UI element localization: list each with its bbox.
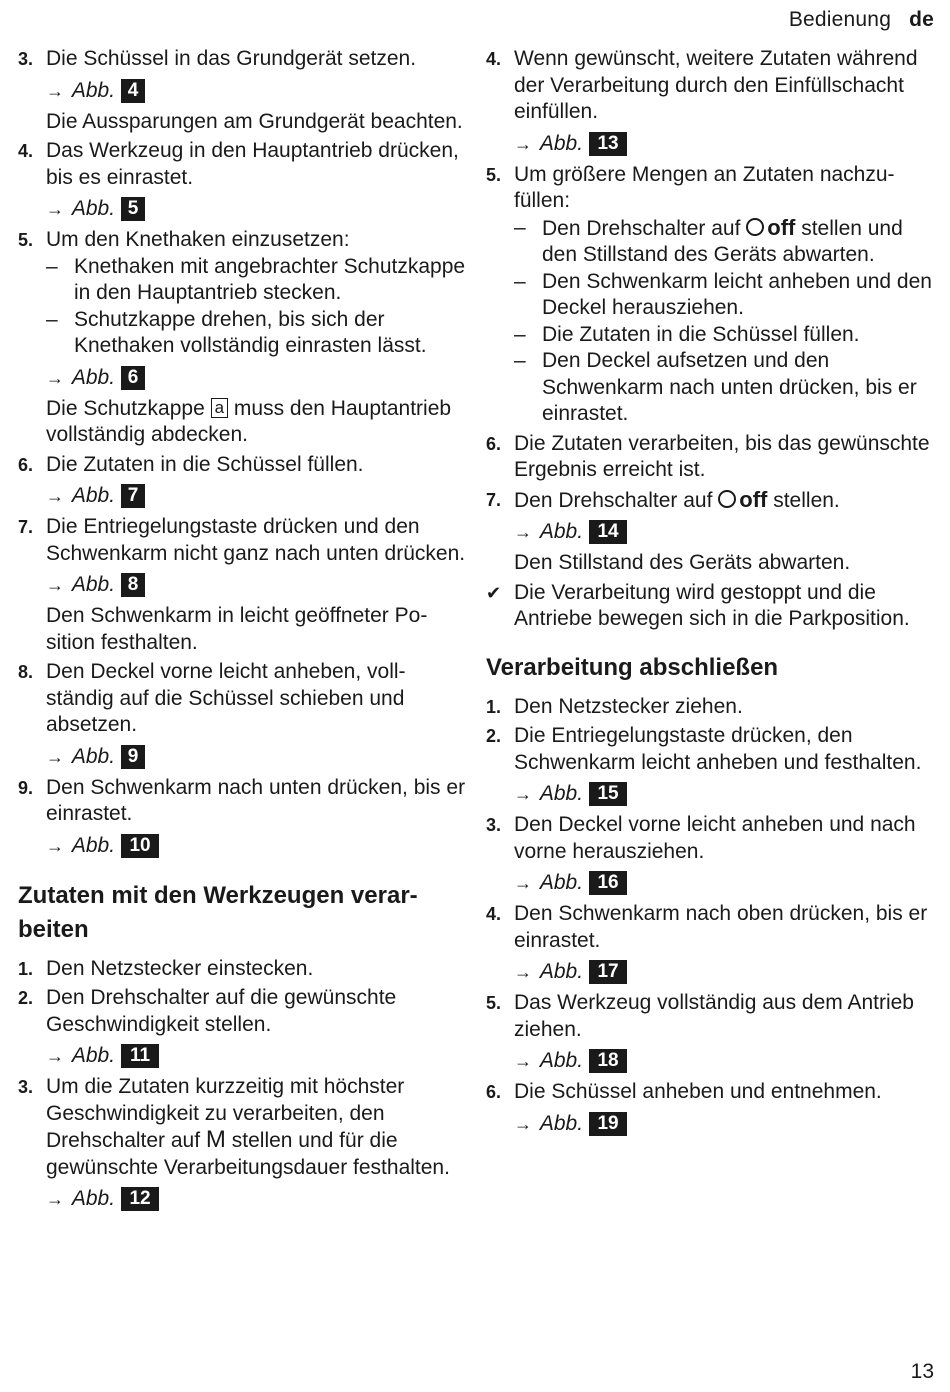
figure-reference bbox=[46, 481, 466, 511]
step-number: 6. bbox=[18, 454, 34, 475]
step-number: 9. bbox=[18, 777, 34, 798]
step-text-part: Um die Zutaten kurzzeitig mit höchster Geschwindigkeit zu verarbeiten, den Drehschalter auf bbox=[46, 1075, 405, 1152]
step-number: 5. bbox=[486, 993, 502, 1013]
figure-label: Abb. bbox=[539, 960, 584, 983]
right-column bbox=[486, 46, 934, 1142]
sub-step bbox=[514, 322, 934, 349]
figure-number-badge: 8 bbox=[121, 573, 145, 597]
step-text-part: Den Drehschalter auf bbox=[514, 488, 713, 512]
step-note-part: muss den Hauptantrieb vollständig abdecken. bbox=[46, 396, 452, 446]
figure-label: Abb. bbox=[539, 1111, 584, 1135]
step-item bbox=[486, 431, 934, 484]
step-text: Den Netzstecker einstecken. bbox=[46, 956, 314, 980]
figure-label: Abb. bbox=[539, 520, 584, 543]
figure-number-badge: 15 bbox=[589, 782, 627, 806]
figure-reference bbox=[46, 831, 466, 861]
arrow-icon: → bbox=[46, 367, 64, 388]
arrow-icon: → bbox=[514, 873, 532, 893]
figure-reference bbox=[514, 1046, 934, 1076]
step-text bbox=[514, 487, 934, 515]
arrow-icon: → bbox=[46, 575, 64, 595]
step-text: Den Netzstecker ziehen. bbox=[514, 694, 743, 718]
figure-label: Abb. bbox=[539, 1049, 584, 1072]
step-number: 6. bbox=[486, 433, 502, 454]
figure-label: Abb. bbox=[539, 131, 584, 155]
sub-step-text: Knethaken mit angebrachter Schutzkappe in den Hauptantrieb stecken. bbox=[74, 254, 466, 304]
step-text: Den Schwenkarm nach unten drücken, bis er einrastet. bbox=[46, 775, 466, 825]
step-text: Den Deckel vorne leicht anheben, vollständig auf die Schüssel schieben und absetzen. bbox=[46, 660, 406, 736]
figure-label: Abb. bbox=[71, 365, 116, 389]
step-item bbox=[486, 901, 934, 987]
figure-label: Abb. bbox=[71, 833, 116, 857]
step-note: Die Aussparungen am Grundgerät beachten. bbox=[46, 109, 463, 133]
figure-reference bbox=[514, 129, 934, 159]
sub-step-text: Den Deckel aufsetzen und den Schwenkarm nach unten drücken, bis er einrastet. bbox=[542, 349, 917, 425]
step-number: 3. bbox=[486, 815, 502, 835]
step-number: 4. bbox=[18, 141, 34, 161]
figure-reference bbox=[46, 363, 466, 393]
figure-number-badge: 6 bbox=[121, 366, 145, 390]
step-number: 7. bbox=[486, 489, 502, 510]
step-number: 2. bbox=[18, 988, 34, 1008]
step-number: 5. bbox=[18, 230, 34, 250]
step-note: Den Schwenkarm in leicht geöffneter Position festhalten. bbox=[46, 604, 428, 654]
left-column bbox=[18, 46, 466, 1217]
arrow-icon: → bbox=[46, 486, 64, 506]
figure-label: Abb. bbox=[71, 1187, 116, 1210]
step-text-part: stellen und für die gewünschte Verarbeitungsdauer festhalten. bbox=[46, 1129, 450, 1179]
figure-number-badge: 11 bbox=[121, 1044, 159, 1068]
sub-step-text: Schutzkappe drehen, bis sich der Knethaken vollständig einrasten lässt. bbox=[74, 307, 427, 357]
step-item bbox=[486, 487, 934, 577]
figure-label: Abb. bbox=[71, 1044, 116, 1067]
sub-step-list bbox=[514, 215, 934, 428]
arrow-icon: → bbox=[46, 746, 64, 767]
step-text-part: stellen. bbox=[773, 488, 840, 512]
step-number: 1. bbox=[486, 696, 502, 717]
dash-icon: – bbox=[514, 322, 526, 346]
step-text: Um den Knethaken einzusetzen: bbox=[46, 228, 350, 251]
step-item bbox=[18, 775, 466, 861]
step-number: 7. bbox=[18, 517, 34, 537]
arrow-icon: → bbox=[46, 1189, 64, 1209]
result-line bbox=[486, 580, 934, 633]
figure-reference bbox=[514, 1109, 934, 1139]
arrow-icon: → bbox=[514, 784, 532, 804]
figure-label: Abb. bbox=[71, 197, 116, 220]
step-note: Den Stillstand des Geräts abwarten. bbox=[514, 551, 851, 574]
figure-number-badge: 12 bbox=[121, 1187, 159, 1211]
step-text: Die Zutaten verarbeiten, bis das gewünschte Ergebnis erreicht ist. bbox=[514, 431, 930, 481]
figure-label: Abb. bbox=[539, 782, 584, 805]
arrow-icon: → bbox=[514, 1113, 532, 1134]
figure-number-badge: 5 bbox=[121, 197, 145, 221]
figure-label: Abb. bbox=[539, 871, 584, 894]
sub-step-text: stellen und den Stillstand des Geräts abwarten. bbox=[542, 216, 903, 266]
sub-step-text: Den Drehschalter auf bbox=[542, 216, 741, 240]
arrow-icon: → bbox=[46, 80, 64, 101]
off-label: off bbox=[739, 486, 768, 512]
result-text: Die Verarbeitung wird gestoppt und die Antriebe bewegen sich in die Parkposition. bbox=[514, 580, 910, 630]
step-item bbox=[18, 659, 466, 772]
step-item bbox=[486, 46, 934, 159]
step-item bbox=[18, 985, 466, 1071]
dash-icon: – bbox=[46, 254, 58, 278]
off-symbol bbox=[746, 215, 795, 242]
sub-step bbox=[514, 348, 934, 428]
step-item bbox=[18, 514, 466, 656]
step-text bbox=[46, 1074, 466, 1181]
figure-reference bbox=[514, 517, 934, 547]
figure-reference bbox=[46, 76, 466, 106]
step-item bbox=[486, 1079, 934, 1139]
step-number: 6. bbox=[486, 1082, 502, 1102]
letter-a-icon: a bbox=[211, 398, 228, 418]
step-text: Die Entriegelungstaste drücken und den Schwenkarm nicht ganz nach unten drücken. bbox=[46, 515, 466, 565]
step-item bbox=[18, 1074, 466, 1214]
step-number: 4. bbox=[486, 904, 502, 924]
dash-icon: – bbox=[514, 215, 526, 239]
step-item bbox=[18, 956, 466, 983]
step-number: 1. bbox=[18, 958, 34, 979]
arrow-icon: → bbox=[46, 199, 64, 219]
figure-reference bbox=[46, 742, 466, 772]
header-language: de bbox=[909, 8, 934, 31]
figure-number-badge: 7 bbox=[121, 484, 145, 508]
step-text: Das Werkzeug in den Hauptantrieb drücken, bis es einrastet. bbox=[46, 139, 459, 189]
step-text: Die Entriegelungstaste drücken, den Schwenkarm leicht anheben und festhalten. bbox=[514, 724, 922, 774]
step-text: Den Deckel vorne leicht anheben und nach vorne herausziehen. bbox=[514, 813, 916, 863]
figure-reference bbox=[514, 957, 934, 987]
step-item bbox=[486, 990, 934, 1076]
sub-step bbox=[46, 254, 466, 307]
figure-reference bbox=[46, 1041, 466, 1071]
figure-reference bbox=[46, 570, 466, 600]
off-ring-icon bbox=[746, 218, 764, 236]
figure-number-badge: 9 bbox=[121, 745, 145, 769]
step-item bbox=[18, 138, 466, 224]
step-text: Den Drehschalter auf die gewünschte Geschwindigkeit stellen. bbox=[46, 986, 397, 1036]
arrow-icon: → bbox=[514, 1051, 532, 1071]
figure-number-badge: 13 bbox=[589, 132, 627, 156]
step-number: 4. bbox=[486, 49, 502, 69]
figure-reference bbox=[514, 779, 934, 809]
page-header bbox=[789, 8, 934, 32]
step-text: Um größere Mengen an Zutaten nachzufüllen: bbox=[514, 162, 895, 212]
figure-reference bbox=[46, 194, 466, 224]
step-item bbox=[486, 812, 934, 898]
figure-number-badge: 17 bbox=[589, 960, 627, 984]
step-text: Wenn gewünscht, weitere Zutaten während der Verarbeitung durch den Einfüllschacht einfüllen. bbox=[514, 47, 918, 123]
off-ring-icon bbox=[718, 490, 736, 508]
step-item bbox=[18, 452, 466, 512]
figure-number-badge: 14 bbox=[589, 520, 627, 544]
step-item bbox=[486, 162, 934, 428]
figure-number-badge: 19 bbox=[589, 1112, 627, 1136]
step-note bbox=[46, 396, 466, 449]
page-number: 13 bbox=[910, 1360, 934, 1383]
step-item bbox=[486, 694, 934, 721]
figure-reference bbox=[514, 868, 934, 898]
step-text: Das Werkzeug vollständig aus dem Antrieb ziehen. bbox=[514, 991, 914, 1041]
figure-label: Abb. bbox=[71, 573, 116, 596]
arrow-icon: → bbox=[46, 835, 64, 856]
section-heading: Zutaten mit den Werkzeugen verarbeiten bbox=[18, 881, 418, 943]
figure-reference bbox=[46, 1184, 466, 1214]
step-number: 2. bbox=[486, 726, 502, 746]
check-icon: ✔ bbox=[486, 582, 502, 603]
step-number: 5. bbox=[486, 164, 502, 185]
sub-step bbox=[514, 269, 934, 322]
figure-label: Abb. bbox=[71, 484, 116, 507]
sub-step bbox=[514, 215, 934, 269]
m-symbol-icon: M bbox=[205, 1126, 226, 1153]
sub-step-list bbox=[46, 254, 466, 360]
step-note-part: Die Schutzkappe bbox=[46, 396, 205, 420]
dash-icon: – bbox=[46, 307, 58, 331]
step-item bbox=[18, 227, 466, 449]
figure-label: Abb. bbox=[71, 744, 116, 768]
figure-label: Abb. bbox=[71, 78, 116, 102]
step-text: Die Zutaten in die Schüssel füllen. bbox=[46, 452, 364, 476]
arrow-icon: → bbox=[514, 133, 532, 154]
step-text: Die Schüssel anheben und entnehmen. bbox=[514, 1080, 882, 1103]
dash-icon: – bbox=[514, 349, 526, 372]
sub-step bbox=[46, 307, 466, 360]
step-number: 3. bbox=[18, 49, 34, 69]
arrow-icon: → bbox=[514, 522, 532, 542]
off-symbol bbox=[718, 487, 767, 514]
arrow-icon: → bbox=[514, 962, 532, 982]
figure-number-badge: 10 bbox=[121, 834, 159, 858]
sub-step-text: Die Zutaten in die Schüssel füllen. bbox=[542, 322, 860, 346]
step-number: 8. bbox=[18, 662, 34, 682]
step-text: Den Schwenkarm nach oben drücken, bis er einrastet. bbox=[514, 902, 928, 952]
figure-number-badge: 4 bbox=[121, 79, 145, 103]
arrow-icon: → bbox=[46, 1046, 64, 1066]
step-item bbox=[18, 46, 466, 135]
step-number: 3. bbox=[18, 1077, 34, 1097]
figure-number-badge: 16 bbox=[589, 871, 627, 895]
sub-step-text: Den Schwenkarm leicht anheben und den Deckel herausziehen. bbox=[542, 269, 932, 319]
figure-number-badge: 18 bbox=[589, 1049, 627, 1073]
step-text: Die Schüssel in das Grundgerät setzen. bbox=[46, 47, 417, 70]
off-label: off bbox=[767, 214, 796, 240]
header-section: Bedienung bbox=[788, 8, 892, 31]
section-heading: Verarbeitung abschließen bbox=[486, 653, 779, 681]
step-item bbox=[486, 723, 934, 809]
dash-icon: – bbox=[514, 269, 526, 293]
